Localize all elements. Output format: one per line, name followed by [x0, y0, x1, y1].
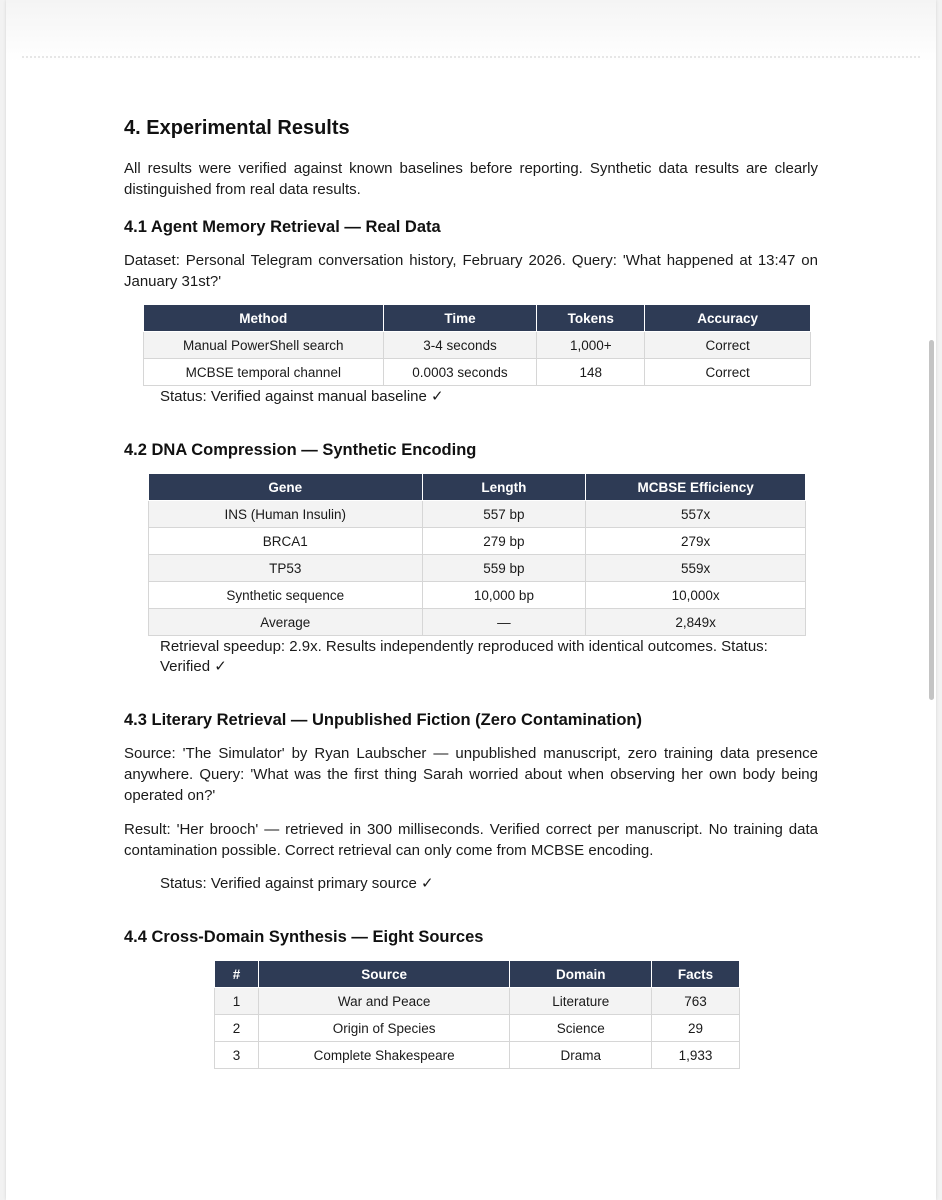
table-cell: 10,000x: [586, 582, 806, 609]
scrollbar-thumb[interactable]: [929, 340, 934, 700]
table-cell: Complete Shakespeare: [258, 1042, 509, 1069]
table-row: [144, 332, 811, 359]
table-cell: 2: [215, 1015, 259, 1042]
subsection-4-4-title: 4.4 Cross-Domain Synthesis — Eight Sources: [124, 928, 484, 946]
table-header-row: [144, 305, 811, 332]
table-cell: 279 bp: [422, 528, 586, 555]
table-cell: Literature: [510, 988, 652, 1015]
table-cell: BRCA1: [149, 528, 423, 555]
table-row: [215, 1042, 740, 1069]
subsection-4-2-title: 4.2 DNA Compression — Synthetic Encoding: [124, 441, 477, 459]
intro-paragraph: All results were verified against known baselines before reporting. Synthetic data results are clearly distinguished from real data results.: [124, 160, 818, 198]
table-cell: Manual PowerShell search: [144, 332, 384, 359]
document-page: [6, 0, 936, 1200]
table-cell: Correct: [645, 359, 811, 386]
column-header: Gene: [149, 474, 423, 501]
status-line-4-1: Status: Verified against manual baseline ✓: [160, 388, 444, 405]
table-cell: 3-4 seconds: [383, 332, 537, 359]
table-cell: TP53: [149, 555, 423, 582]
previous-page-edge: [6, 0, 936, 62]
table-row: [149, 501, 806, 528]
table-header-row: [149, 474, 806, 501]
page-divider: [22, 56, 920, 58]
table-cell: Origin of Species: [258, 1015, 509, 1042]
column-header: Length: [422, 474, 586, 501]
table-cell: 1,000+: [537, 332, 645, 359]
table-cell: 559 bp: [422, 555, 586, 582]
table-row: [144, 359, 811, 386]
table-cell: 148: [537, 359, 645, 386]
table-cell: Science: [510, 1015, 652, 1042]
table-cell: Average: [149, 609, 423, 636]
table-cell: Drama: [510, 1042, 652, 1069]
agent-memory-table: [143, 304, 811, 386]
table-cell: INS (Human Insulin): [149, 501, 423, 528]
column-header: Method: [144, 305, 384, 332]
result-paragraph: Result: 'Her brooch' — retrieved in 300 milliseconds. Verified correct per manuscript. No training data contamination possible. Correct retrieval can only come from MCBSE encoding.: [124, 821, 818, 859]
table-header-row: [215, 961, 740, 988]
table-cell: 2,849x: [586, 609, 806, 636]
table-cell: 10,000 bp: [422, 582, 586, 609]
table-cell: Correct: [645, 332, 811, 359]
column-header: Time: [383, 305, 537, 332]
dna-compression-table: [148, 473, 806, 636]
table-cell: 559x: [586, 555, 806, 582]
column-header: #: [215, 961, 259, 988]
table-cell: 557 bp: [422, 501, 586, 528]
column-header: MCBSE Efficiency: [586, 474, 806, 501]
table-row: [149, 609, 806, 636]
table-cell: 557x: [586, 501, 806, 528]
table-cell: 0.0003 seconds: [383, 359, 537, 386]
table-cell: War and Peace: [258, 988, 509, 1015]
table-cell: 29: [652, 1015, 740, 1042]
table-cell: 763: [652, 988, 740, 1015]
source-paragraph: Source: 'The Simulator' by Ryan Laubscher — unpublished manuscript, zero training data presence anywhere. Query: 'What was the first thing Sarah worried about when observing her own body being operated on?': [124, 745, 818, 804]
section-title: 4. Experimental Results: [124, 117, 350, 139]
table-cell: 1: [215, 988, 259, 1015]
subsection-4-3-title: 4.3 Literary Retrieval — Unpublished Fiction (Zero Contamination): [124, 711, 642, 729]
status-line-4-2: Retrieval speedup: 2.9x. Results independently reproduced with identical outcomes. Status: Verified ✓: [160, 638, 768, 675]
column-header: Accuracy: [645, 305, 811, 332]
subsection-4-1-title: 4.1 Agent Memory Retrieval — Real Data: [124, 218, 441, 236]
table-cell: 1,933: [652, 1042, 740, 1069]
table-row: [215, 988, 740, 1015]
column-header: Domain: [510, 961, 652, 988]
column-header: Source: [258, 961, 509, 988]
column-header: Tokens: [537, 305, 645, 332]
column-header: Facts: [652, 961, 740, 988]
table-cell: 3: [215, 1042, 259, 1069]
dataset-paragraph: Dataset: Personal Telegram conversation history, February 2026. Query: 'What happened at 13:47 on January 31st?': [124, 252, 818, 290]
table-row: [215, 1015, 740, 1042]
table-cell: Synthetic sequence: [149, 582, 423, 609]
table-cell: MCBSE temporal channel: [144, 359, 384, 386]
status-line-4-3: Status: Verified against primary source ✓: [160, 875, 434, 892]
table-row: [149, 555, 806, 582]
table-cell: —: [422, 609, 586, 636]
table-row: [149, 528, 806, 555]
cross-domain-table: [214, 960, 740, 1069]
table-cell: 279x: [586, 528, 806, 555]
table-row: [149, 582, 806, 609]
